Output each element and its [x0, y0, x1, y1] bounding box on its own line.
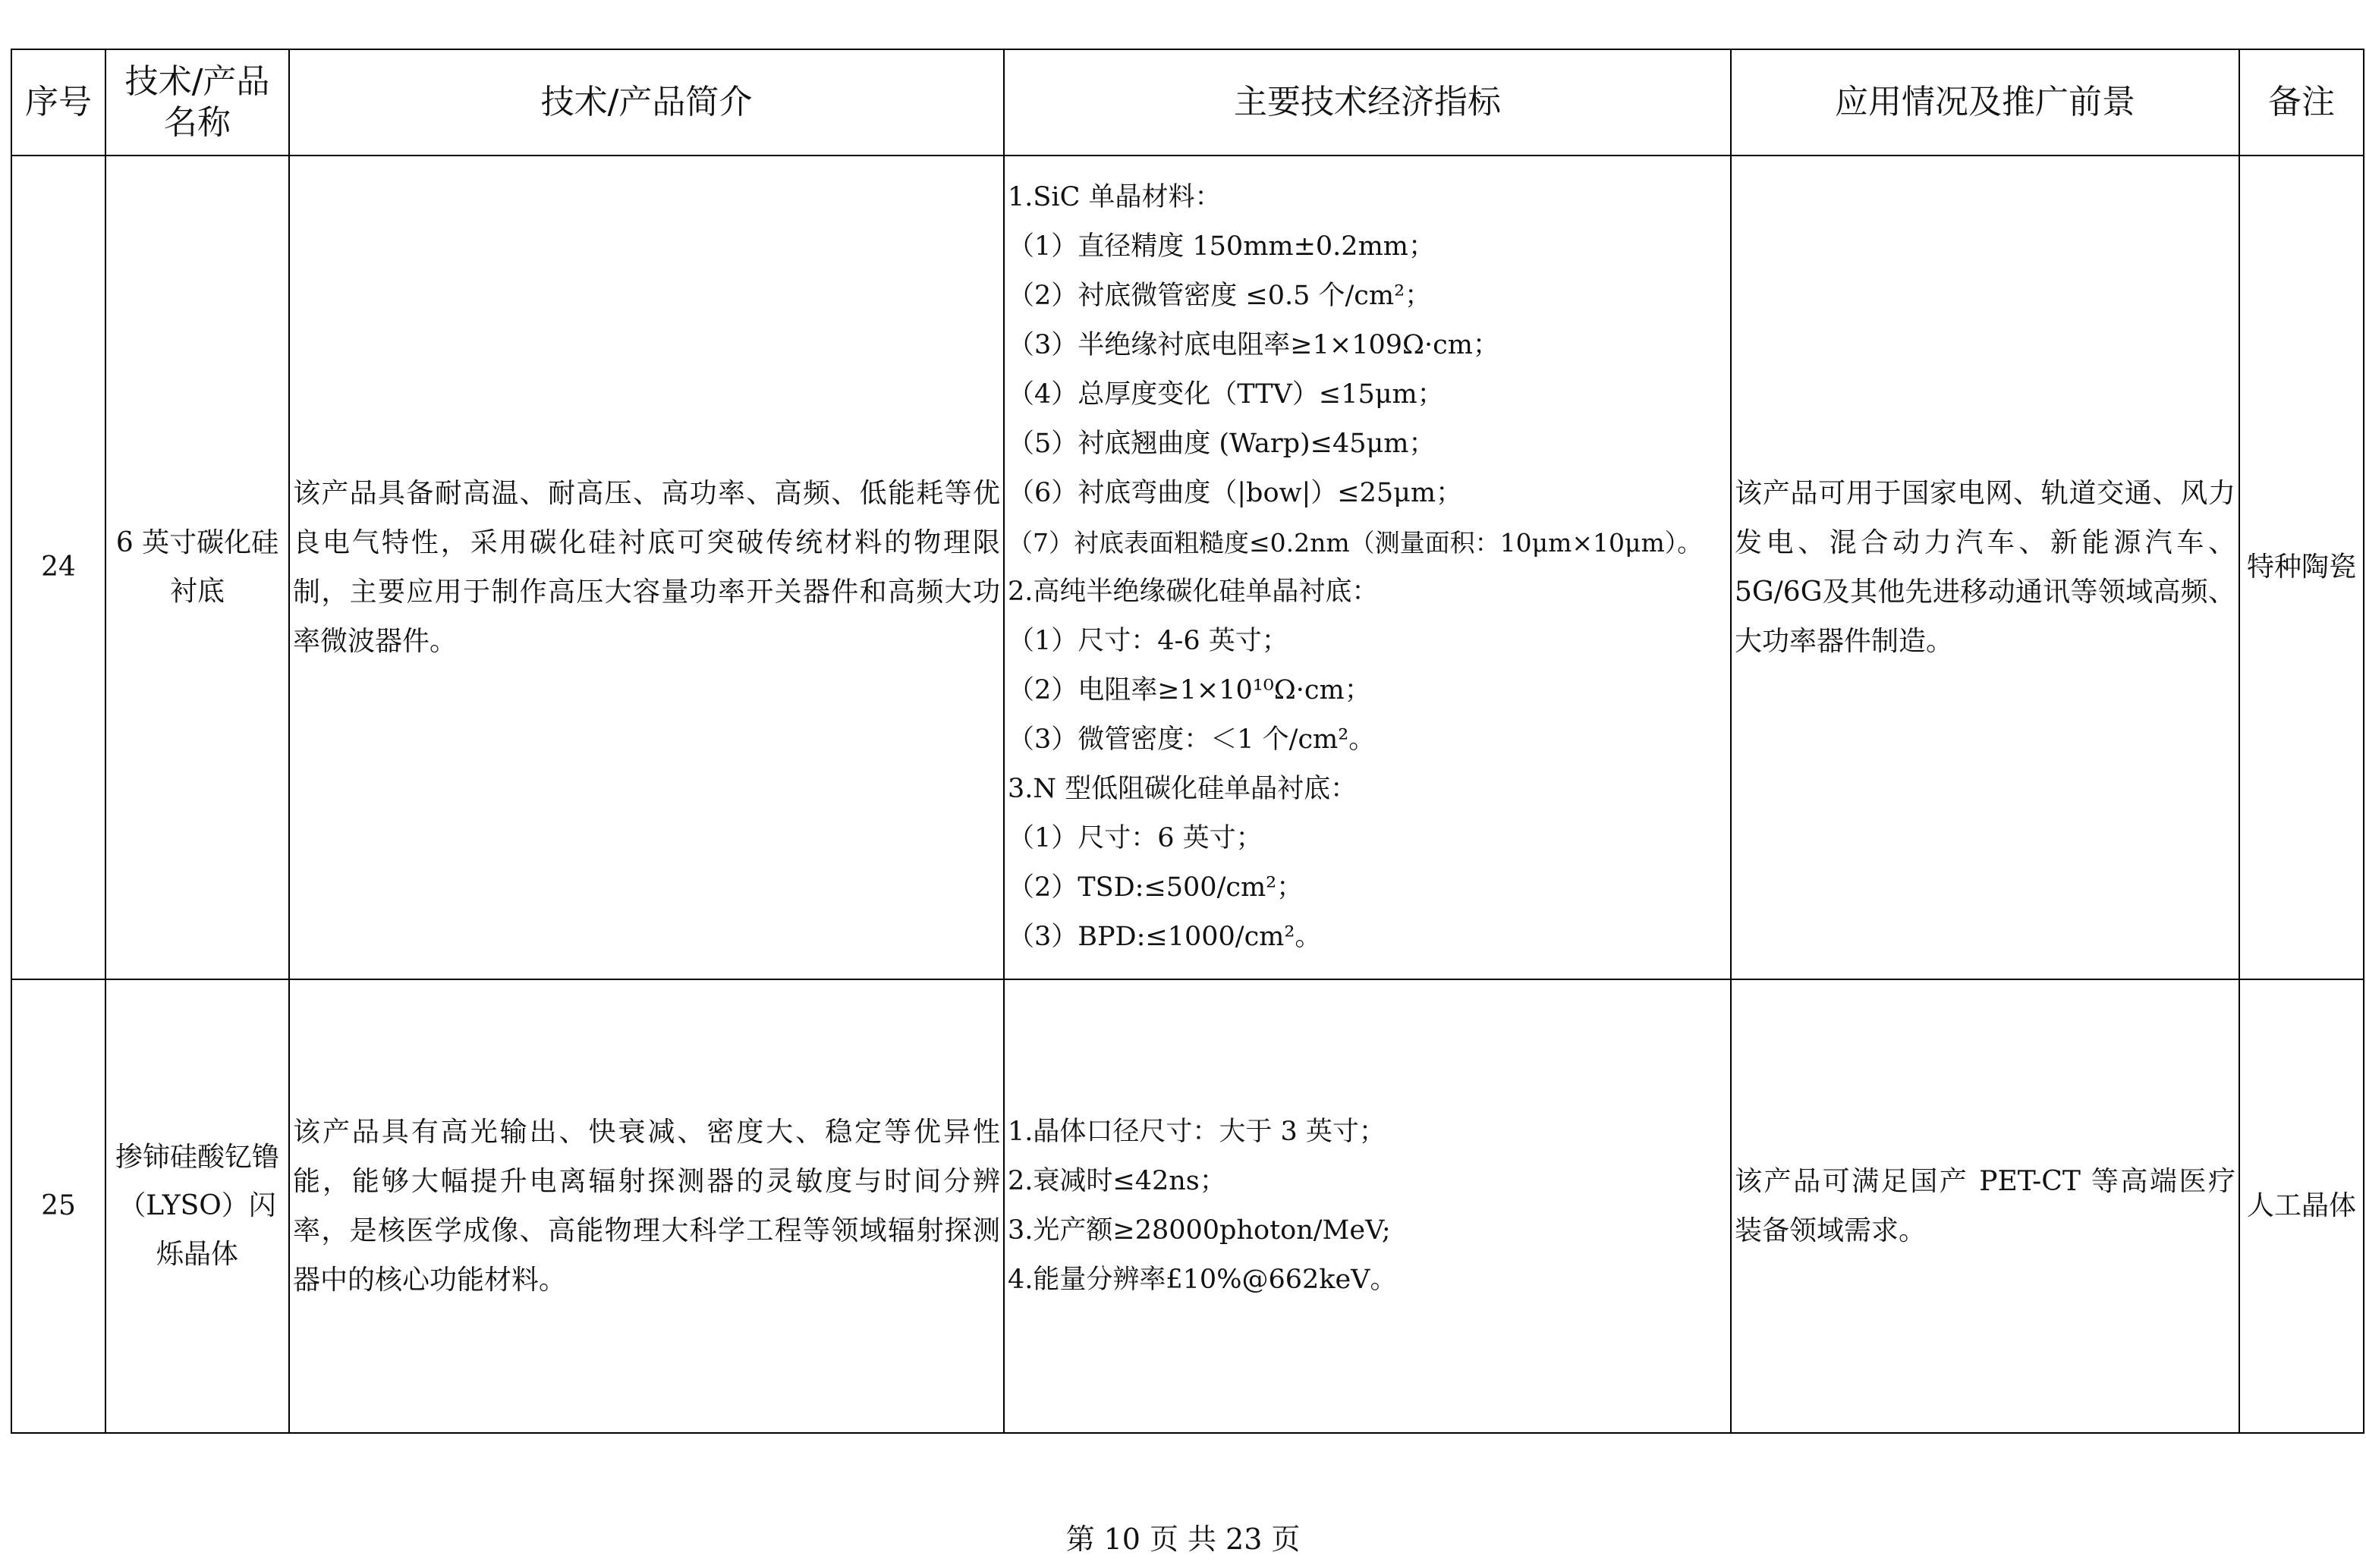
indicator-line: （1）尺寸：4-6 英寸；: [1008, 626, 1288, 656]
indicator-line: （7）衬底表面粗糙度≤0.2nm（测量面积：10μm×10μm）。: [1008, 528, 1703, 558]
indicator-line: （3）半绝缘衬底电阻率≥1×109Ω·cm；: [1008, 330, 1499, 360]
page-footer: [0, 1516, 2366, 1557]
indicator-line: （2）衬底微管密度 ≤0.5 个/cm²；: [1008, 281, 1432, 311]
footer-middle: 页 共: [1149, 1522, 1217, 1556]
table-row: [11, 156, 2364, 979]
footer-prefix: 第: [1065, 1522, 1095, 1556]
indicator-line: （2）电阻率≥1×10¹⁰Ω·cm；: [1008, 675, 1371, 705]
row-indicators: [1004, 156, 1731, 979]
header-row: [11, 49, 2364, 156]
row-name: 6 英寸碳化硅衬底: [105, 156, 289, 979]
row-indicators: [1004, 979, 1731, 1433]
indicator-line: （1）尺寸：6 英寸；: [1008, 823, 1263, 853]
row-intro: 该产品具备耐高温、耐高压、高功率、高频、低能耗等优良电气特性，采用碳化硅衬底可突破传统材料的物理限制，主要应用于制作高压大容量功率开关器件和高频大功率微波器件。: [289, 156, 1004, 979]
indicator-line: （3）BPD:≤1000/cm²。: [1008, 922, 1322, 952]
indicator-line: 1.晶体口径尺寸：大于 3 英寸；: [1008, 1117, 1386, 1147]
row-remark: 人工晶体: [2239, 979, 2364, 1433]
table-row: [11, 979, 2364, 1433]
row-prospects: 该产品可用于国家电网、轨道交通、风力发电、混合动力汽车、新能源汽车、5G/6G及其他先进移动通讯等领域高频、大功率器件制造。: [1731, 156, 2239, 979]
indicator-line: （2）TSD:≤500/cm²；: [1008, 872, 1304, 903]
indicator-line: （4）总厚度变化（TTV）≤15μm；: [1008, 379, 1444, 410]
indicator-line: 3.光产额≥28000photon/MeV;: [1008, 1215, 1391, 1246]
indicator-line: 2.衰减时≤42ns；: [1008, 1166, 1226, 1196]
row-name: 掺铈硅酸钇镥（LYSO）闪烁晶体: [105, 979, 289, 1433]
product-table: [11, 49, 2364, 1434]
row-no: 24: [11, 156, 105, 979]
page-number: 10: [1103, 1522, 1141, 1556]
indicator-line: （6）衬底弯曲度（|bow|）≤25μm；: [1008, 478, 1463, 508]
indicator-line: （5）衬底翘曲度 (Warp)≤45μm；: [1008, 429, 1436, 459]
total-pages: 23: [1225, 1522, 1263, 1556]
indicator-line: 3.N 型低阻碳化硅单晶衬底：: [1008, 774, 1358, 804]
header-prospects: 应用情况及推广前景: [1731, 49, 2239, 156]
header-no: 序号: [11, 49, 105, 156]
indicator-line: 4.能量分辨率£10%@662keV。: [1008, 1265, 1397, 1295]
row-no: 25: [11, 979, 105, 1433]
header-name: [105, 49, 289, 156]
indicator-line: （1）直径精度 150mm±0.2mm；: [1008, 231, 1435, 262]
header-name-line2: 名称: [164, 103, 231, 142]
footer-suffix: 页: [1271, 1522, 1301, 1556]
row-intro: 该产品具有高光输出、快衰减、密度大、稳定等优异性能，能够大幅提升电离辐射探测器的灵敏度与时间分辨率，是核医学成像、高能物理大科学工程等领域辐射探测器中的核心功能材料。: [289, 979, 1004, 1433]
row-prospects: 该产品可满足国产 PET-CT 等高端医疗装备领域需求。: [1731, 979, 2239, 1433]
row-remark: 特种陶瓷: [2239, 156, 2364, 979]
header-remark: 备注: [2239, 49, 2364, 156]
indicator-line: 2.高纯半绝缘碳化硅单晶衬底：: [1008, 577, 1379, 607]
indicator-line: （3）微管密度：＜1 个/cm²。: [1008, 724, 1376, 755]
header-intro: 技术/产品简介: [289, 49, 1004, 156]
header-name-line1: 技术/产品: [124, 62, 270, 101]
indicator-line: 1.SiC 单晶材料：: [1008, 182, 1222, 212]
header-indicators: 主要技术经济指标: [1004, 49, 1731, 156]
